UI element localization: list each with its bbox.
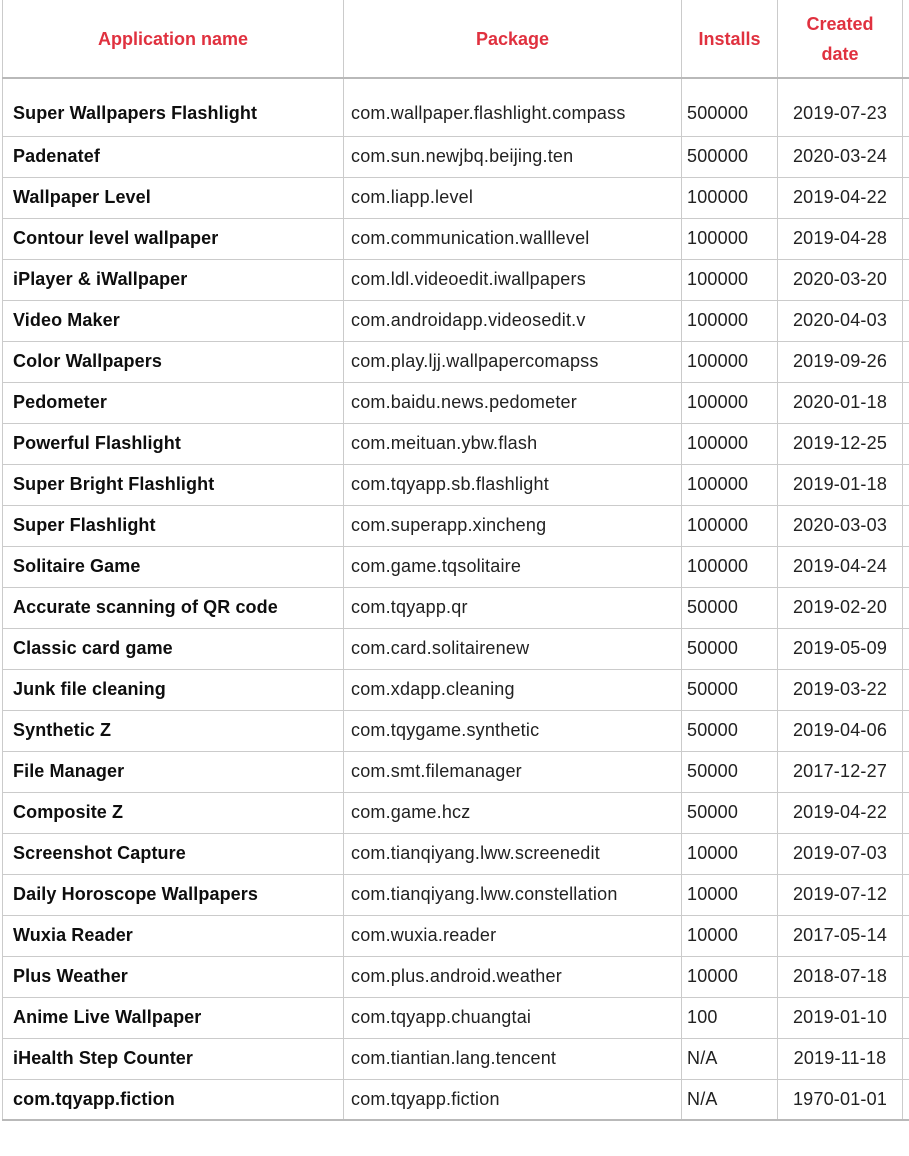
cutoff-cell — [903, 628, 909, 669]
installs-cell: 100000 — [682, 341, 778, 382]
package-cell: com.meituan.ybw.flash — [344, 423, 682, 464]
installs-cell: 50000 — [682, 792, 778, 833]
cutoff-cell — [903, 997, 909, 1038]
cutoff-cell — [903, 423, 909, 464]
package-cell: com.tianqiyang.lww.constellation — [344, 874, 682, 915]
app-name-cell: Wallpaper Level — [3, 177, 344, 218]
table-row — [3, 956, 909, 997]
app-name-cell: iPlayer & iWallpaper — [3, 259, 344, 300]
created-date-cell: 2019-02-20 — [778, 587, 903, 628]
package-cell: com.game.tqsolitaire — [344, 546, 682, 587]
cutoff-cell — [903, 464, 909, 505]
table-row — [3, 218, 909, 259]
table-row — [3, 259, 909, 300]
created-date-cell: 2017-05-14 — [778, 915, 903, 956]
installs-cell: 100000 — [682, 382, 778, 423]
package-cell: com.tqyapp.qr — [344, 587, 682, 628]
table-body — [3, 78, 909, 1120]
table-row — [3, 1038, 909, 1079]
table-row — [3, 751, 909, 792]
table-row — [3, 710, 909, 751]
table-row — [3, 915, 909, 956]
app-name-cell: Solitaire Game — [3, 546, 344, 587]
cutoff-cell — [903, 218, 909, 259]
created-date-cell: 2019-04-22 — [778, 177, 903, 218]
cutoff-cell — [903, 874, 909, 915]
table-row — [3, 505, 909, 546]
app-name-cell: Color Wallpapers — [3, 341, 344, 382]
installs-cell: 100000 — [682, 505, 778, 546]
table-row — [3, 423, 909, 464]
apps-table — [2, 0, 909, 1121]
cutoff-cell — [903, 710, 909, 751]
cutoff-cell — [903, 259, 909, 300]
cutoff-cell — [903, 300, 909, 341]
installs-cell: 50000 — [682, 669, 778, 710]
created-date-cell: 2019-01-10 — [778, 997, 903, 1038]
cutoff-cell — [903, 177, 909, 218]
table-row — [3, 792, 909, 833]
package-cell: com.wuxia.reader — [344, 915, 682, 956]
created-date-cell: 2019-07-12 — [778, 874, 903, 915]
app-name-cell: File Manager — [3, 751, 344, 792]
app-name-cell: Super Wallpapers Flashlight — [3, 78, 344, 136]
package-cell: com.wallpaper.flashlight.compass — [344, 78, 682, 136]
app-name-cell: Anime Live Wallpaper — [3, 997, 344, 1038]
table-row — [3, 874, 909, 915]
app-name-cell: Junk file cleaning — [3, 669, 344, 710]
package-cell: com.tiantian.lang.tencent — [344, 1038, 682, 1079]
table-row — [3, 382, 909, 423]
installs-cell: 50000 — [682, 587, 778, 628]
installs-cell: 100000 — [682, 423, 778, 464]
installs-cell: 100 — [682, 997, 778, 1038]
column-header-application-name: Application name — [3, 0, 344, 78]
created-date-cell: 2019-04-06 — [778, 710, 903, 751]
table-row — [3, 587, 909, 628]
package-cell: com.game.hcz — [344, 792, 682, 833]
cutoff-cell — [903, 136, 909, 177]
cutoff-cell — [903, 546, 909, 587]
package-cell: com.sun.newjbq.beijing.ten — [344, 136, 682, 177]
installs-cell: 10000 — [682, 915, 778, 956]
created-date-cell: 2017-12-27 — [778, 751, 903, 792]
installs-cell: 100000 — [682, 300, 778, 341]
cutoff-cell — [903, 587, 909, 628]
created-date-cell: 2020-03-20 — [778, 259, 903, 300]
created-date-cell: 2020-04-03 — [778, 300, 903, 341]
cutoff-cell — [903, 78, 909, 136]
created-date-cell: 2019-04-24 — [778, 546, 903, 587]
created-date-cell: 2019-05-09 — [778, 628, 903, 669]
table-row — [3, 300, 909, 341]
app-name-cell: Plus Weather — [3, 956, 344, 997]
installs-cell: 10000 — [682, 874, 778, 915]
installs-cell: N/A — [682, 1038, 778, 1079]
package-cell: com.tqyapp.chuangtai — [344, 997, 682, 1038]
app-name-cell: Accurate scanning of QR code — [3, 587, 344, 628]
table-row — [3, 546, 909, 587]
table-row — [3, 464, 909, 505]
cutoff-cell — [903, 505, 909, 546]
app-name-cell: Super Bright Flashlight — [3, 464, 344, 505]
package-cell: com.smt.filemanager — [344, 751, 682, 792]
installs-cell: 500000 — [682, 136, 778, 177]
package-cell: com.baidu.news.pedometer — [344, 382, 682, 423]
installs-cell: 100000 — [682, 464, 778, 505]
cutoff-cell — [903, 669, 909, 710]
app-name-cell: Screenshot Capture — [3, 833, 344, 874]
package-cell: com.card.solitairenew — [344, 628, 682, 669]
installs-cell: 50000 — [682, 710, 778, 751]
cutoff-cell — [903, 915, 909, 956]
table-row — [3, 669, 909, 710]
app-name-cell: com.tqyapp.fiction — [3, 1079, 344, 1120]
cutoff-cell — [903, 1079, 909, 1120]
package-cell: com.tqyapp.fiction — [344, 1079, 682, 1120]
created-date-cell: 2019-04-28 — [778, 218, 903, 259]
app-name-cell: Classic card game — [3, 628, 344, 669]
installs-cell: 100000 — [682, 218, 778, 259]
installs-cell: N/A — [682, 1079, 778, 1120]
package-cell: com.tqygame.synthetic — [344, 710, 682, 751]
installs-cell: 500000 — [682, 78, 778, 136]
installs-cell: 50000 — [682, 628, 778, 669]
package-cell: com.play.ljj.wallpapercomapss — [344, 341, 682, 382]
table-row — [3, 628, 909, 669]
app-name-cell: Contour level wallpaper — [3, 218, 344, 259]
package-cell: com.plus.android.weather — [344, 956, 682, 997]
app-name-cell: Video Maker — [3, 300, 344, 341]
package-cell: com.xdapp.cleaning — [344, 669, 682, 710]
column-header-installs: Installs — [682, 0, 778, 78]
app-name-cell: Composite Z — [3, 792, 344, 833]
created-date-cell: 2020-03-24 — [778, 136, 903, 177]
package-cell: com.communication.walllevel — [344, 218, 682, 259]
created-date-cell: 1970-01-01 — [778, 1079, 903, 1120]
cutoff-cell — [903, 751, 909, 792]
app-name-cell: Super Flashlight — [3, 505, 344, 546]
cutoff-cell — [903, 833, 909, 874]
app-name-cell: Wuxia Reader — [3, 915, 344, 956]
header-row — [3, 0, 909, 78]
table-row — [3, 997, 909, 1038]
package-cell: com.tqyapp.sb.flashlight — [344, 464, 682, 505]
app-name-cell: Powerful Flashlight — [3, 423, 344, 464]
package-cell: com.superapp.xincheng — [344, 505, 682, 546]
created-date-cell: 2020-01-18 — [778, 382, 903, 423]
cutoff-cell — [903, 792, 909, 833]
installs-cell: 100000 — [682, 177, 778, 218]
created-date-cell: 2019-12-25 — [778, 423, 903, 464]
package-cell: com.ldl.videoedit.iwallpapers — [344, 259, 682, 300]
table-row — [3, 136, 909, 177]
installs-cell: 100000 — [682, 546, 778, 587]
column-header-cutoff — [903, 0, 909, 78]
package-cell: com.androidapp.videosedit.v — [344, 300, 682, 341]
app-name-cell: Padenatef — [3, 136, 344, 177]
created-date-cell: 2018-07-18 — [778, 956, 903, 997]
table-row — [3, 1079, 909, 1120]
column-header-created-date: Created date — [778, 0, 903, 78]
table-row — [3, 341, 909, 382]
created-date-cell: 2019-01-18 — [778, 464, 903, 505]
package-cell: com.liapp.level — [344, 177, 682, 218]
created-date-cell: 2019-09-26 — [778, 341, 903, 382]
installs-cell: 10000 — [682, 956, 778, 997]
installs-cell: 10000 — [682, 833, 778, 874]
installs-cell: 100000 — [682, 259, 778, 300]
cutoff-cell — [903, 341, 909, 382]
installs-cell: 50000 — [682, 751, 778, 792]
table-row — [3, 177, 909, 218]
table-row — [3, 833, 909, 874]
column-header-package: Package — [344, 0, 682, 78]
app-name-cell: Daily Horoscope Wallpapers — [3, 874, 344, 915]
created-date-cell: 2019-04-22 — [778, 792, 903, 833]
created-date-cell: 2019-03-22 — [778, 669, 903, 710]
app-name-cell: Pedometer — [3, 382, 344, 423]
app-name-cell: iHealth Step Counter — [3, 1038, 344, 1079]
created-date-cell: 2019-07-23 — [778, 78, 903, 136]
created-date-cell: 2019-07-03 — [778, 833, 903, 874]
cutoff-cell — [903, 956, 909, 997]
cutoff-cell — [903, 382, 909, 423]
created-date-cell: 2020-03-03 — [778, 505, 903, 546]
table-row — [3, 78, 909, 136]
package-cell: com.tianqiyang.lww.screenedit — [344, 833, 682, 874]
app-name-cell: Synthetic Z — [3, 710, 344, 751]
cutoff-cell — [903, 1038, 909, 1079]
created-date-cell: 2019-11-18 — [778, 1038, 903, 1079]
table-header — [3, 0, 909, 78]
